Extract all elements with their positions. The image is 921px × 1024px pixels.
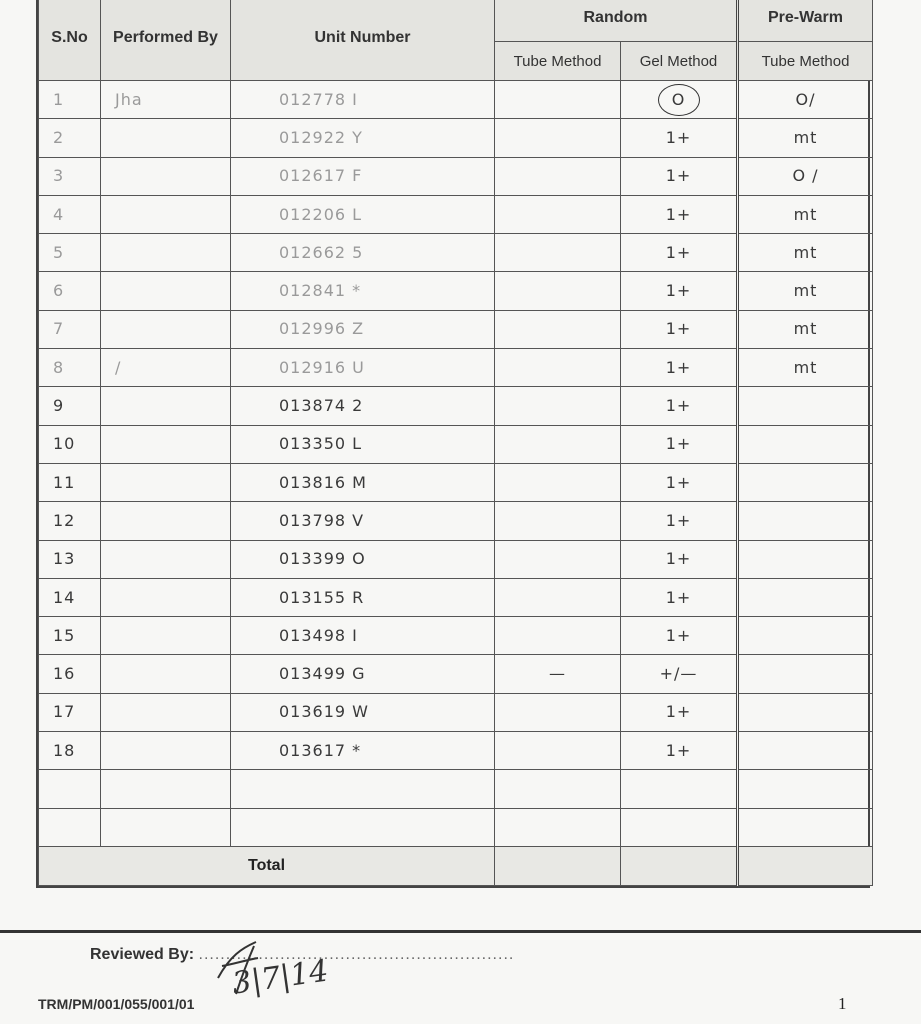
cell-random-gel-text: +/— bbox=[659, 664, 698, 684]
cell-sno bbox=[39, 195, 101, 233]
review-date: 3|7|14 bbox=[230, 953, 331, 1002]
cell-sno bbox=[39, 578, 101, 616]
cell-performed-by bbox=[101, 770, 231, 808]
cell-random-tube-text: — bbox=[549, 664, 566, 684]
cell-sno-text: 16 bbox=[53, 664, 76, 684]
cell-random-gel bbox=[621, 463, 738, 501]
cell-sno-text: 1 bbox=[53, 89, 65, 109]
cell-random-gel-text: 1+ bbox=[665, 204, 692, 224]
cell-unit-number bbox=[231, 502, 495, 540]
cell-random-gel-text: 1+ bbox=[665, 434, 692, 454]
cell-sno bbox=[39, 119, 101, 157]
cell-random-gel bbox=[621, 540, 738, 578]
cell-prewarm-tube bbox=[738, 770, 873, 808]
cell-performed-by bbox=[101, 387, 231, 425]
cell-random-gel-text: 1+ bbox=[665, 357, 692, 377]
cell-random-gel bbox=[621, 425, 738, 463]
reviewed-by-label: Reviewed By: bbox=[90, 946, 195, 963]
cell-unit-number bbox=[231, 349, 495, 387]
cell-random-gel-text: 1+ bbox=[665, 549, 692, 569]
cell-random-gel bbox=[621, 502, 738, 540]
table-row bbox=[39, 310, 873, 348]
cell-prewarm-tube bbox=[738, 81, 873, 119]
cell-random-tube bbox=[495, 272, 621, 310]
header-random-tube-method: Tube Method bbox=[495, 42, 621, 81]
cell-performed-by bbox=[101, 463, 231, 501]
cell-performed-by bbox=[101, 540, 231, 578]
cell-performed-by bbox=[101, 808, 231, 846]
cell-random-tube bbox=[495, 387, 621, 425]
cell-sno-text: 6 bbox=[53, 281, 65, 301]
reviewed-by-dots: .......................................................... bbox=[198, 946, 515, 963]
cell-random-tube bbox=[495, 234, 621, 272]
cell-random-tube bbox=[495, 425, 621, 463]
cell-random-gel bbox=[621, 770, 738, 808]
cell-sno bbox=[39, 81, 101, 119]
cell-unit-number bbox=[231, 425, 495, 463]
cell-unit-number bbox=[231, 157, 495, 195]
total-random-gel bbox=[621, 846, 738, 885]
cell-unit-number-text: 012922 Y bbox=[279, 127, 363, 147]
cell-prewarm-tube bbox=[738, 808, 873, 846]
cell-prewarm-tube bbox=[738, 195, 873, 233]
cell-unit-number bbox=[231, 655, 495, 693]
cell-unit-number bbox=[231, 732, 495, 770]
cell-unit-number bbox=[231, 617, 495, 655]
cell-sno-text: 18 bbox=[53, 740, 76, 760]
table-row bbox=[39, 693, 873, 731]
cell-unit-number-text: 013617 * bbox=[279, 740, 362, 760]
cell-unit-number bbox=[231, 81, 495, 119]
cell-sno-text: 14 bbox=[53, 587, 76, 607]
cell-prewarm-tube-text: mt bbox=[793, 127, 818, 147]
cell-random-tube bbox=[495, 617, 621, 655]
cell-sno-text: 11 bbox=[53, 472, 76, 492]
cell-random-tube bbox=[495, 349, 621, 387]
cell-random-gel bbox=[621, 732, 738, 770]
cell-random-gel-text: 1+ bbox=[665, 740, 692, 760]
cell-unit-number bbox=[231, 310, 495, 348]
cell-sno bbox=[39, 655, 101, 693]
cell-random-gel bbox=[621, 234, 738, 272]
cell-performed-by bbox=[101, 732, 231, 770]
cell-sno bbox=[39, 808, 101, 846]
cell-prewarm-tube bbox=[738, 578, 873, 616]
cell-sno-text: 7 bbox=[53, 319, 65, 339]
cell-unit-number-text: 013874 2 bbox=[279, 396, 364, 416]
header-random: Random bbox=[495, 0, 738, 42]
table-row bbox=[39, 387, 873, 425]
table-row bbox=[39, 770, 873, 808]
cell-random-gel-text: 1+ bbox=[665, 587, 692, 607]
cell-performed-by bbox=[101, 119, 231, 157]
cell-sno bbox=[39, 463, 101, 501]
cell-unit-number bbox=[231, 387, 495, 425]
cell-unit-number bbox=[231, 808, 495, 846]
cell-random-gel bbox=[621, 81, 738, 119]
cell-sno bbox=[39, 387, 101, 425]
cell-performed-by-text: Jha bbox=[115, 89, 143, 109]
cell-sno-text: 17 bbox=[53, 702, 76, 722]
cell-random-gel bbox=[621, 578, 738, 616]
cell-performed-by bbox=[101, 272, 231, 310]
test-record-sheet bbox=[36, 0, 870, 888]
cell-random-gel bbox=[621, 693, 738, 731]
cell-random-tube bbox=[495, 310, 621, 348]
cell-prewarm-tube bbox=[738, 157, 873, 195]
cell-random-gel bbox=[621, 808, 738, 846]
table-row bbox=[39, 463, 873, 501]
cell-random-gel bbox=[621, 655, 738, 693]
cell-performed-by bbox=[101, 502, 231, 540]
cell-prewarm-tube bbox=[738, 540, 873, 578]
cell-prewarm-tube bbox=[738, 617, 873, 655]
cell-sno bbox=[39, 732, 101, 770]
cell-random-tube bbox=[495, 157, 621, 195]
cell-prewarm-tube-text: mt bbox=[793, 204, 818, 224]
cell-sno bbox=[39, 349, 101, 387]
cell-random-gel bbox=[621, 195, 738, 233]
cell-sno bbox=[39, 425, 101, 463]
cell-unit-number bbox=[231, 119, 495, 157]
cell-random-gel bbox=[621, 617, 738, 655]
table-row bbox=[39, 119, 873, 157]
cell-unit-number-text: 013499 G bbox=[279, 664, 366, 684]
cell-prewarm-tube bbox=[738, 425, 873, 463]
total-row bbox=[39, 846, 873, 885]
cell-unit-number bbox=[231, 770, 495, 808]
cell-prewarm-tube bbox=[738, 349, 873, 387]
total-random-tube bbox=[495, 846, 621, 885]
cell-prewarm-tube-text: mt bbox=[793, 242, 818, 262]
table-row bbox=[39, 81, 873, 119]
table-row bbox=[39, 578, 873, 616]
cell-sno bbox=[39, 157, 101, 195]
cell-unit-number bbox=[231, 540, 495, 578]
cell-random-tube bbox=[495, 808, 621, 846]
cell-unit-number bbox=[231, 234, 495, 272]
cell-unit-number-text: 012996 Z bbox=[279, 319, 365, 339]
cell-prewarm-tube bbox=[738, 310, 873, 348]
cell-unit-number bbox=[231, 463, 495, 501]
table-row bbox=[39, 425, 873, 463]
cell-random-tube bbox=[495, 578, 621, 616]
cell-prewarm-tube-text: mt bbox=[793, 357, 818, 377]
cell-performed-by bbox=[101, 617, 231, 655]
cell-sno-text: 3 bbox=[53, 166, 65, 186]
cell-sno-text: 4 bbox=[53, 204, 65, 224]
cell-sno bbox=[39, 272, 101, 310]
cell-random-gel-text: 1+ bbox=[665, 281, 692, 301]
cell-sno-text: 13 bbox=[53, 549, 76, 569]
header-unit-number: Unit Number bbox=[231, 0, 495, 81]
cell-prewarm-tube bbox=[738, 502, 873, 540]
total-label: Total bbox=[39, 846, 495, 885]
table-row bbox=[39, 502, 873, 540]
table-row bbox=[39, 808, 873, 846]
cell-random-tube bbox=[495, 770, 621, 808]
table-row bbox=[39, 617, 873, 655]
cell-performed-by bbox=[101, 349, 231, 387]
cell-random-gel bbox=[621, 272, 738, 310]
cell-prewarm-tube bbox=[738, 119, 873, 157]
header-random-gel-method: Gel Method bbox=[621, 42, 738, 81]
cell-performed-by bbox=[101, 693, 231, 731]
cell-sno-text: 2 bbox=[53, 127, 65, 147]
header-performed-by: Performed By bbox=[101, 0, 231, 81]
cell-unit-number-text: 013798 V bbox=[279, 510, 365, 530]
total-prewarm-tube bbox=[738, 846, 873, 885]
cell-random-gel-text: 1+ bbox=[665, 166, 692, 186]
cell-random-gel-text: O bbox=[658, 84, 700, 116]
table-body bbox=[39, 81, 873, 847]
cell-random-gel-text: 1+ bbox=[665, 396, 692, 416]
table-row bbox=[39, 272, 873, 310]
cell-sno bbox=[39, 693, 101, 731]
cell-performed-by bbox=[101, 578, 231, 616]
cell-unit-number bbox=[231, 578, 495, 616]
cell-unit-number-text: 012778 I bbox=[279, 89, 358, 109]
cell-prewarm-tube bbox=[738, 272, 873, 310]
cell-sno-text: 10 bbox=[53, 434, 76, 454]
cell-sno-text: 8 bbox=[53, 357, 65, 377]
cell-random-gel bbox=[621, 310, 738, 348]
table-row bbox=[39, 655, 873, 693]
cell-unit-number-text: 012662 5 bbox=[279, 242, 364, 262]
cell-random-gel-text: 1+ bbox=[665, 242, 692, 262]
cell-prewarm-tube bbox=[738, 463, 873, 501]
cell-unit-number bbox=[231, 272, 495, 310]
cell-performed-by bbox=[101, 425, 231, 463]
cell-unit-number-text: 012617 F bbox=[279, 166, 363, 186]
cell-random-gel-text: 1+ bbox=[665, 472, 692, 492]
cell-unit-number-text: 013619 W bbox=[279, 702, 369, 722]
cell-sno bbox=[39, 540, 101, 578]
cell-unit-number-text: 013498 I bbox=[279, 625, 358, 645]
cell-random-tube bbox=[495, 463, 621, 501]
cell-random-gel-text: 1+ bbox=[665, 127, 692, 147]
cell-sno bbox=[39, 502, 101, 540]
table-row bbox=[39, 349, 873, 387]
cell-random-tube bbox=[495, 655, 621, 693]
header-prewarm-tube-method: Tube Method bbox=[738, 42, 873, 81]
cell-prewarm-tube bbox=[738, 387, 873, 425]
cell-random-gel-text: 1+ bbox=[665, 625, 692, 645]
cell-unit-number-text: 013350 L bbox=[279, 434, 363, 454]
header-pre-warm: Pre-Warm bbox=[738, 0, 873, 42]
cell-random-gel bbox=[621, 157, 738, 195]
cell-sno bbox=[39, 770, 101, 808]
cell-performed-by bbox=[101, 157, 231, 195]
cell-prewarm-tube-text: mt bbox=[793, 281, 818, 301]
footer-divider bbox=[0, 930, 921, 933]
cell-random-gel bbox=[621, 387, 738, 425]
table-row bbox=[39, 732, 873, 770]
cell-prewarm-tube-text: O / bbox=[792, 166, 819, 186]
table-row bbox=[39, 157, 873, 195]
cell-unit-number bbox=[231, 195, 495, 233]
cell-prewarm-tube bbox=[738, 732, 873, 770]
cell-performed-by bbox=[101, 195, 231, 233]
cell-performed-by bbox=[101, 655, 231, 693]
table-row bbox=[39, 195, 873, 233]
cell-random-tube bbox=[495, 81, 621, 119]
cell-prewarm-tube bbox=[738, 655, 873, 693]
cell-unit-number-text: 013155 R bbox=[279, 587, 365, 607]
cell-prewarm-tube-text: O/ bbox=[795, 89, 816, 109]
cell-random-gel bbox=[621, 119, 738, 157]
cell-unit-number-text: 013816 M bbox=[279, 472, 367, 492]
table-row bbox=[39, 540, 873, 578]
cell-sno bbox=[39, 617, 101, 655]
cell-random-tube bbox=[495, 693, 621, 731]
cell-random-gel-text: 1+ bbox=[665, 702, 692, 722]
cell-unit-number bbox=[231, 693, 495, 731]
cell-random-tube bbox=[495, 732, 621, 770]
cell-performed-by-text: / bbox=[115, 357, 122, 377]
cell-prewarm-tube bbox=[738, 234, 873, 272]
results-table bbox=[38, 0, 873, 886]
cell-prewarm-tube bbox=[738, 693, 873, 731]
cell-unit-number-text: 012206 L bbox=[279, 204, 363, 224]
cell-random-tube bbox=[495, 195, 621, 233]
cell-sno-text: 15 bbox=[53, 625, 76, 645]
cell-random-gel-text: 1+ bbox=[665, 319, 692, 339]
cell-unit-number-text: 013399 O bbox=[279, 549, 366, 569]
cell-random-tube bbox=[495, 119, 621, 157]
header-sno: S.No bbox=[39, 0, 101, 81]
cell-random-gel bbox=[621, 349, 738, 387]
cell-random-gel-text: 1+ bbox=[665, 510, 692, 530]
cell-sno bbox=[39, 234, 101, 272]
cell-unit-number-text: 012916 U bbox=[279, 357, 365, 377]
cell-sno-text: 9 bbox=[53, 396, 65, 416]
document-id: TRM/PM/001/055/001/01 bbox=[38, 996, 195, 1012]
cell-sno bbox=[39, 310, 101, 348]
cell-prewarm-tube-text: mt bbox=[793, 319, 818, 339]
cell-unit-number-text: 012841 * bbox=[279, 281, 362, 301]
cell-performed-by bbox=[101, 234, 231, 272]
cell-sno-text: 5 bbox=[53, 242, 65, 262]
cell-sno-text: 12 bbox=[53, 510, 76, 530]
table-row bbox=[39, 234, 873, 272]
cell-performed-by bbox=[101, 310, 231, 348]
cell-random-tube bbox=[495, 502, 621, 540]
cell-random-tube bbox=[495, 540, 621, 578]
cell-performed-by bbox=[101, 81, 231, 119]
page-number: 1 bbox=[838, 994, 847, 1013]
